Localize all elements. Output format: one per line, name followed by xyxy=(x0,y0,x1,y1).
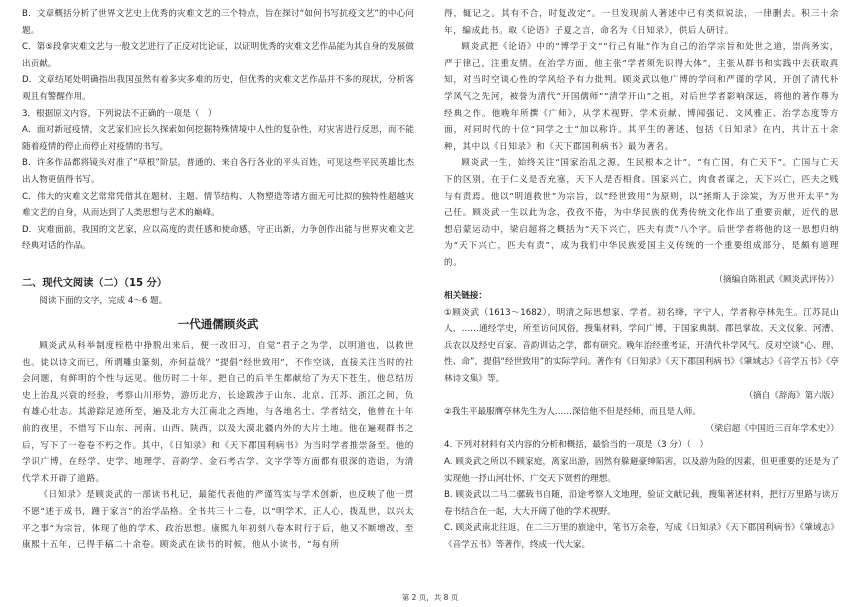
question-3-option-b: B．许多作品都将镜头对准了“草根”阶层，普通的、来自各行各业的平头百姓，可见这些平民英雄比杰出人物更值得书写。 xyxy=(22,158,414,185)
option-b-prev: B．文章概括分析了世界文艺史上优秀的灾难文艺的三个特点，旨在探讨“如何书写抗疫文艺”的中心问题。 xyxy=(22,9,414,36)
question-4-stem: 4. 下列对材料有关内容的分析和概括，最恰当的一项是（3 分）（ ） xyxy=(444,440,709,451)
right-column xyxy=(444,6,839,554)
question-3-option-c: C．伟大的灾难文艺常常凭借其在题材、主题、情节结构、人物塑造等诸方面无可比拟的独特性超越灾难文艺的自身，从而达到了人类思想与艺术的巅峰。 xyxy=(22,191,414,219)
related-links-heading: 相关链接： xyxy=(444,291,487,302)
question-3-option-a: A．面对新冠疫情，文艺家们应长久探索如何挖掘特殊情境中人性的复杂性，对灾害进行反思，而不能随着疫情的停止而停止对疫情的书写。 xyxy=(22,125,414,152)
article-paragraph: 《日知录》是顾炎武的一部读书札记，最能代表他的严谨笃实与学术创新，也反映了他一贯不愿“述于成书，踵于家言”的治学品格。全书共三十二卷，以“明学术，正人心，拨乱世，以兴太平之事”为宗旨，体现了他的学术、政治思想。康熙九年初刻八卷本时行于后，他又不断增改，至康熙十五年，已得手稿二十余卷。顾炎武在读书的时候，他从小读书，“每有所 xyxy=(22,490,414,551)
article-paragraph: 顾炎武把《论语》中的“博学于文”“行己有耻”作为自己的治学宗旨和处世之道，崇尚务实，严于律己，注重友情。在治学方面，他主张“学者须先识得大体”，主张从群书和实践中去获取真知，对当时空谈心性的学风给予有力批判。顾炎武以他广博的学问和严谨的学风，开创了清代朴学风气之先河，被誉为清代“开国儒师”“清学开山”之祖，对后世学者影响深远，将他的著作尊为经典之作。他晚年所撰《广师》，从学术视野、学术贡献、博闻强记、文风雅正、治学态度等方面，对同时代的十位“同学之士”加以称许。其平生的著述，包括《日知录》在内，共计五十余种，其中以《日知录》和《天下郡国利病书》最为著名。 xyxy=(444,42,839,152)
page-number: 第 2 页，共 8 页 xyxy=(401,593,459,602)
question-3-stem: 3．根据原文内容，下列说法不正确的一项是（ ） xyxy=(22,108,217,119)
article-paragraph: 顾炎武一生，始终关注“国家治乱之源，生民根本之计”，“有亡国，有亡天下”。亡国与亡天下的区别，在于仁义是否充塞，天下人是否相食。国家兴亡，肉食者谋之，天下兴亡，匹夫之贱与有责焉。他以“明道救世”为宗旨，以“经世致用”为原则，以“拯斯人于涂炭，为万世开太平”为己任。顾炎武一生以此为念，孜孜不倦，为中华民族的优秀传统文化作出了重要贡献，近代的思想启蒙运动中，梁启超将之概括为“天下兴亡，匹夫有责”八个字。后世学者将他的这一思想归纳为“天下兴亡，匹夫有责”，成为我们中华民族爱国主义传统的一个重要组成部分，是颇有道理的。 xyxy=(444,158,839,268)
option-c-prev: C．第⑤段拿灾难文艺与一般文艺进行了正反对比论证，以证明优秀的灾难文艺作品能为其自身的发展做出贡献。 xyxy=(22,42,414,69)
related-link-1: ①顾炎武（1613～1682），明清之际思想家、学者。初名绛，字宁人，学者称亭林先生。江苏昆山人，……通经学史，所至访问风俗，搜集材料，学问广博，于国家典制、郡邑掌故、天文仪象、河漕、兵农以及经史百家、音韵训诂之学，都有研究。晚年治经重考证，开清代朴学风气。反对空谈“心、理、性、命”，提倡“经世致用”的实际学问。著作有《日知录》《天下郡国利病书》《肇域志》《音学五书》《亭林诗文集》等。 xyxy=(444,307,839,385)
question-4-option-c: C. 顾炎武南北往返，在二三万里的旅途中，笔书万余卷，写成《日知录》《天下郡国利病书》《肇域志》《音学五书》等著作，终成一代大家。 xyxy=(444,523,839,550)
article-paragraph: 顾炎武从科举制度桎梏中挣脱出来后，便一改旧习，自觉“君子之为学，以明道也，以救世也。徒以诗文而已，所谓雕虫篆刻，亦何益哉？”提倡“经世致用”，不作空谈，直接关注当时的社会问题，有鲜明的个性与远见。他历时二十年，把自己的后半生都献给了为天下苍生，他总结历史上治乱兴衰的经验，考察山川形势，游历北方，长途跋涉于山东、北京、江苏、浙江之间，负有雄心壮志。其游踪足迹所至，遍及北方大江南北之西地，与各地名士、学者结交，他曾在十年前的夜里，不惜写下山东、河南、山西、陕西，以及大漠北疆内外的大片土地。他在遍观群书之后，写下了一卷卷不朽之作。其中，《日知录》和《天下郡国利病书》为当时学者推崇备至。他的学识广博，在经学、史学、地理学、音韵学、金石考古学、文字学等方面都有很深的造诣，为清代学术开辟了道路。 xyxy=(22,341,414,484)
question-4-option-a: A. 顾炎武之所以不顾家庭，离家出游，固然有躲避豪绅陷害，以及游为险的因素，但更重要的还是为了实现他一抒山河壮怀、广交天下贤哲的理想。 xyxy=(444,457,839,484)
article-source: （摘编自陈祖武《顾炎武评传》） xyxy=(714,274,839,285)
article-title: 一代通儒顾炎武 xyxy=(177,316,259,331)
related-link-2: ②我生平最服膺亭林先生为人……深信他不但是经师，而且是人师。 xyxy=(444,407,701,418)
option-d-prev: D．文章结尾处明确指出我国虽然有着多灾多难的历史，但优秀的灾难文艺作品并不多的现状，分析客观且有警醒作用。 xyxy=(22,75,414,102)
left-column xyxy=(22,6,414,554)
reading-instruction: 阅读下面的文字，完成 4～6 题。 xyxy=(39,295,168,306)
related-link-2-source: （梁启超《中国近三百年学术史》） xyxy=(705,423,839,434)
article-paragraph: 得，辄记之。其有不合，时复改定”。一旦发现前人著述中已有类似说法，一律删去。积三十余年，编成此书。取《论语》子夏之言，命名为《日知录》，供后人研讨。 xyxy=(444,9,839,36)
question-3-option-d: D．灾难面前，我国的文艺家，应以高度的责任感和使命感，守正出新，力争创作出能与世界灾难文艺经典对话的作品。 xyxy=(22,224,414,252)
question-4-option-b: B. 顾炎武以二马二骡载书自随，沿途考察人文地理，验证文献记载，搜集著述材料，把行万里路与读万卷书结合在一起，大大开阔了他的学术视野。 xyxy=(444,490,839,517)
related-link-1-source: （摘自《辞海》第六版） xyxy=(744,390,839,401)
section-heading: 二、现代文阅读（二）（15 分） xyxy=(22,277,168,289)
